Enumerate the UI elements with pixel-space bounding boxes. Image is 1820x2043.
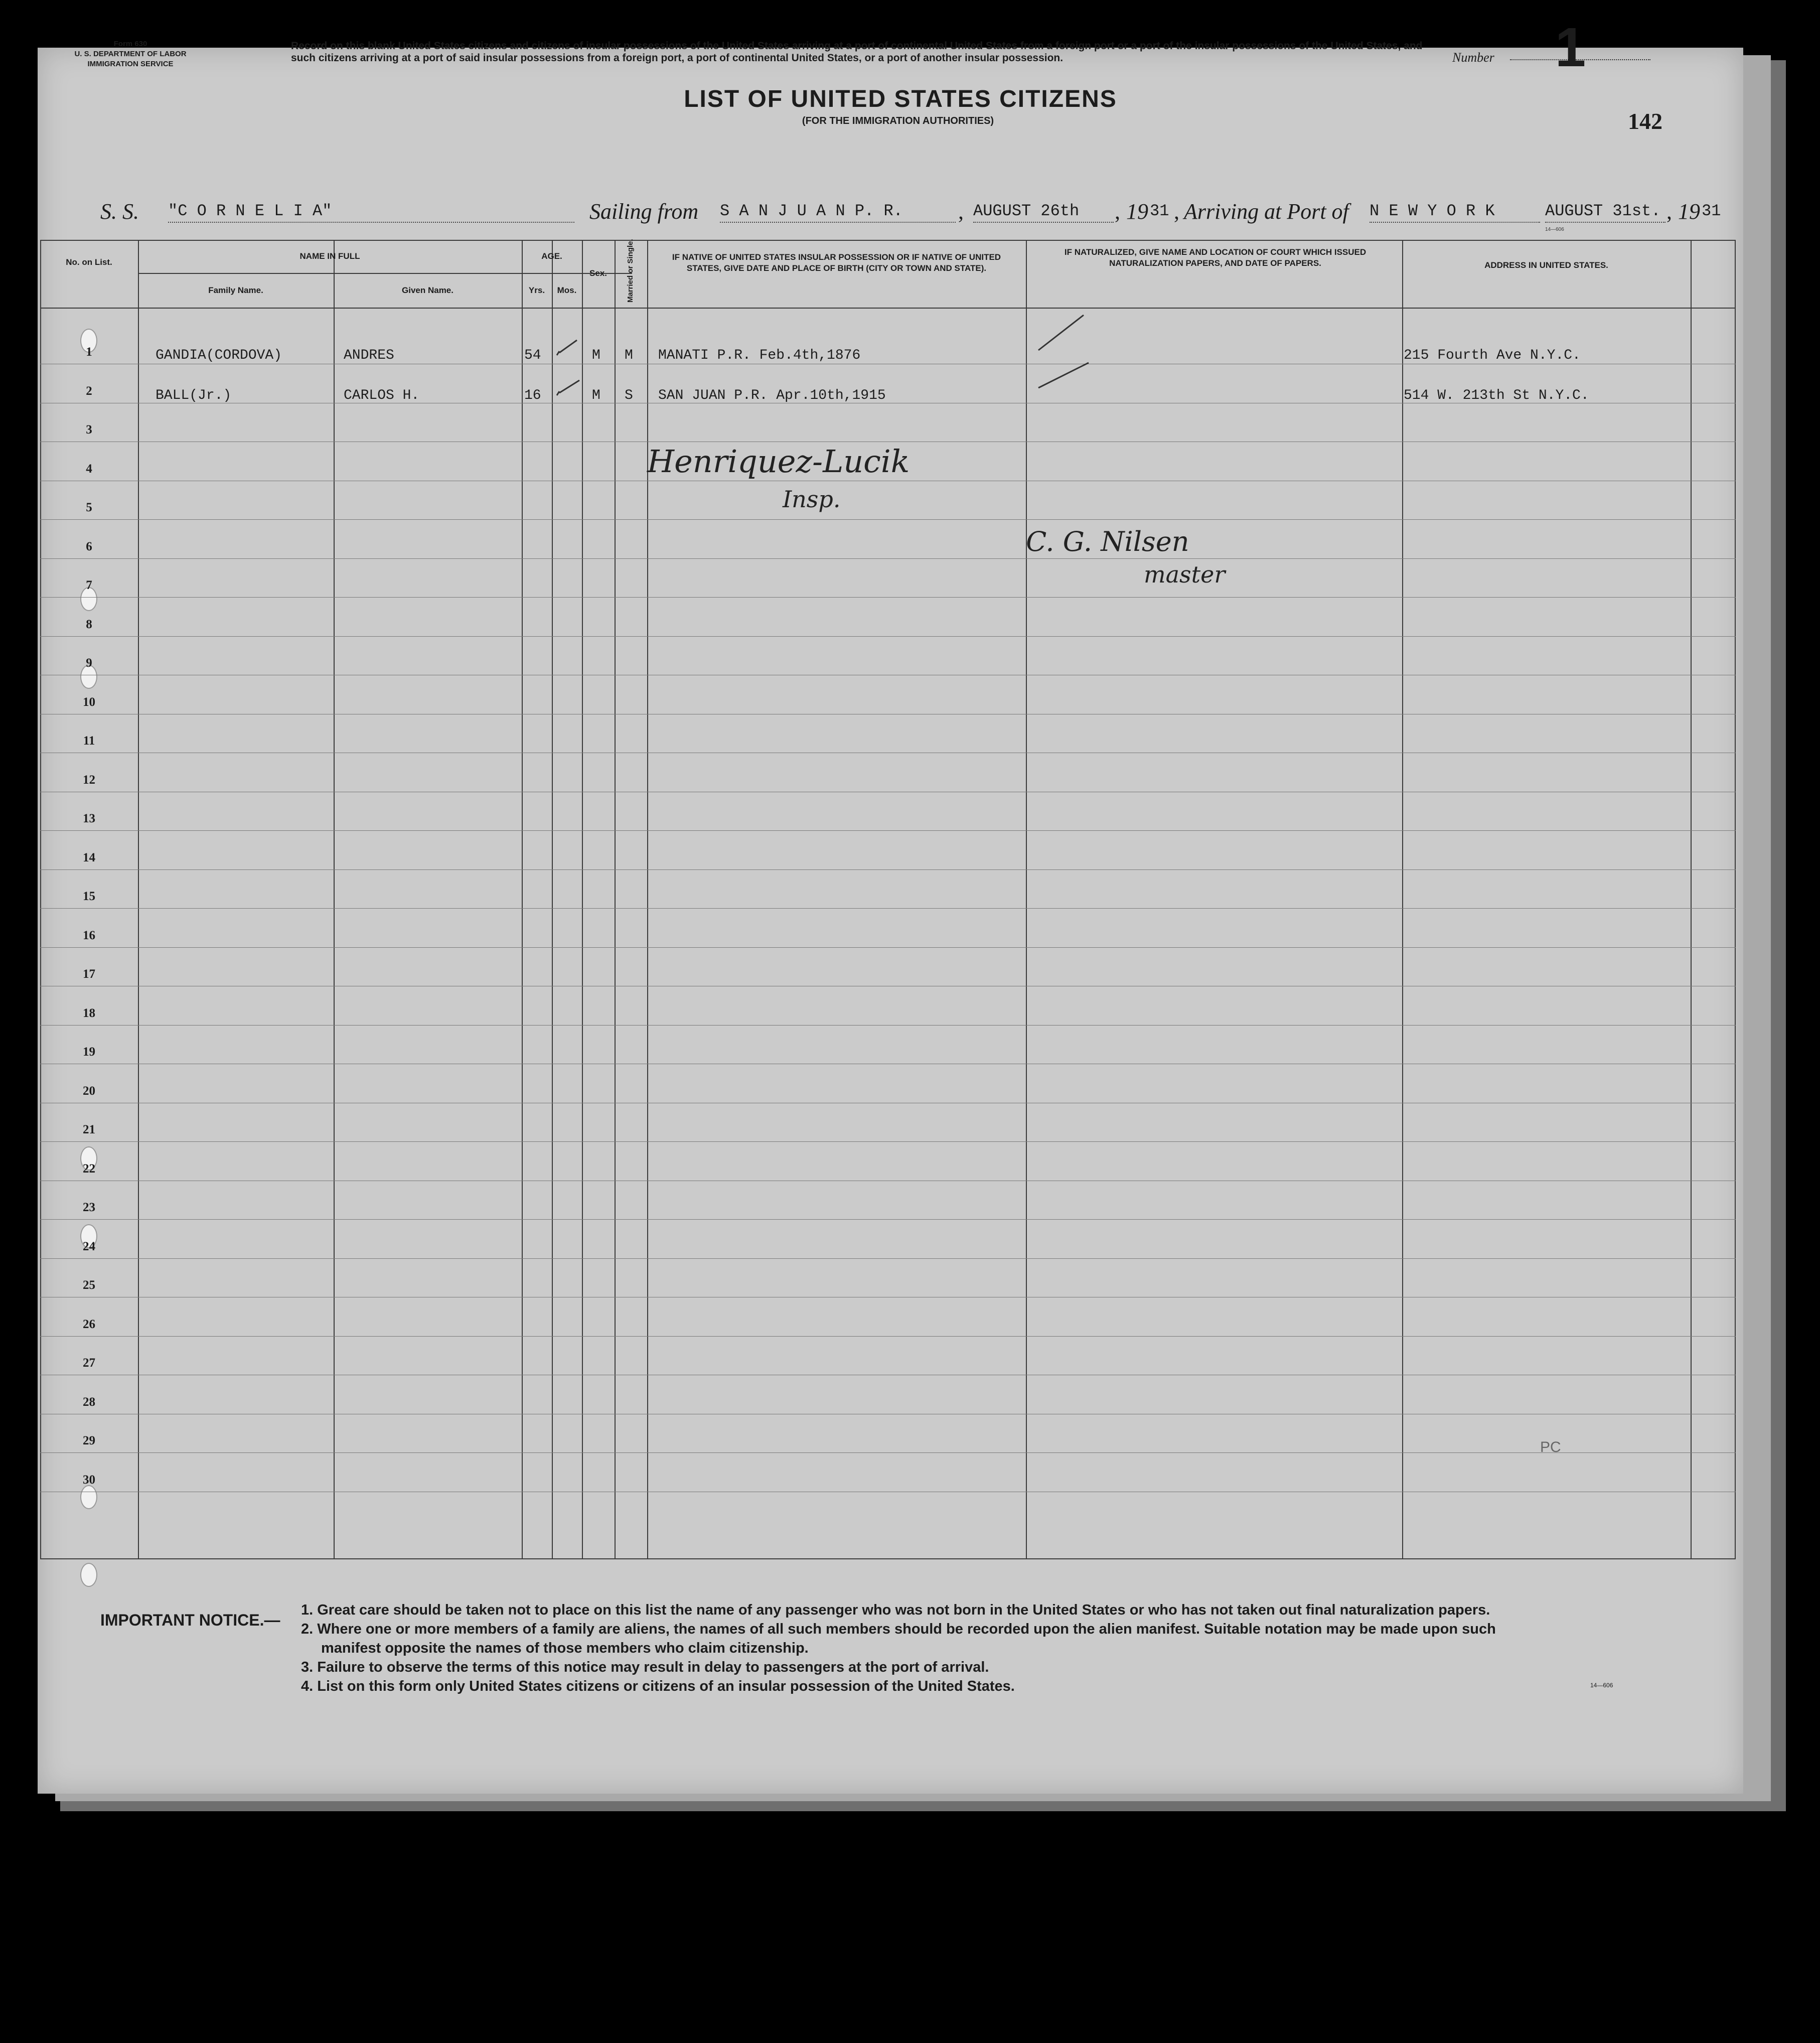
header-marital-status: Married or Single. [626,239,635,303]
header-address: ADDRESS IN UNITED STATES. [1484,260,1608,270]
handwritten-marks [40,240,1736,1559]
number-label: Number [1452,50,1494,65]
row-number: 3 [86,423,92,436]
sailing-year: 31 [1150,202,1169,220]
header-name-in-full: NAME IN FULL [299,251,360,261]
intro-instructions: Record on this blank United States citizens and citizens of insular possessions of the United States arriving at a port of continental United States from a foreign port or a port of the insular possessions of the United States, and such citizens arriving at a port of said insular possessions from a foreign port, a port of continental United States, or a port of another insular possession. [291,40,1423,64]
sailing-date: AUGUST 26th [973,202,1114,223]
row-number: 12 [83,773,95,787]
notice-item: 2. Where one or more members of a family are aliens, the names of all such members should be recorded upon the alien manifest. Suitable notation may be made upon such [301,1621,1496,1637]
row-number: 17 [83,967,95,981]
ship-name: "C O R N E L I A" [168,202,574,223]
notice-form-code: 14—606 [1590,1682,1613,1689]
row-number: 26 [83,1317,95,1331]
comma: , [958,199,964,224]
page-title: LIST OF UNITED STATES CITIZENS [684,86,1117,112]
row-number: 22 [83,1161,95,1176]
row-number: 29 [83,1434,95,1447]
row-number: 23 [83,1201,95,1214]
inspector-signature: Henriquez-Lucik [647,443,910,480]
family-name: BALL(Jr.) [156,388,232,403]
row-number: 14 [83,850,95,864]
passenger-table [40,240,1736,1559]
given-name: CARLOS H. [344,388,420,403]
us-address: 514 W. 213th St N.Y.C. [1404,388,1589,403]
list-number: 1 [1555,17,1586,78]
header-no: No. on List. [66,257,112,267]
notice-item: manifest opposite the names of those members who claim citizenship. [321,1640,809,1656]
sex: M [592,388,600,403]
inspector-title: Insp. [783,486,841,513]
row-number: 10 [83,695,95,709]
row-number: 27 [83,1356,95,1370]
service-name: IMMIGRATION SERVICE [87,60,174,68]
sailing-from-label: Sailing from [589,199,699,224]
row-number: 24 [83,1239,95,1253]
row-number: 2 [86,384,92,398]
notice-item: 4. List on this form only United States citizens or citizens of an insular possession of the United States. [301,1678,1015,1694]
ss-label: S. S. [100,199,139,224]
row-number: 20 [83,1084,95,1098]
row-number: 6 [86,539,92,553]
row-number: 21 [83,1123,95,1136]
sailing-port: S A N J U A N P. R. [720,202,956,223]
page-number: 142 [1628,108,1662,134]
arriving-label: Arriving at Port of [1184,199,1349,224]
arrival-port: N E W Y O R K [1370,202,1540,223]
birth-place-date: MANATI P.R. Feb.4th,1876 [658,348,861,363]
page-subtitle: (FOR THE IMMIGRATION AUTHORITIES) [802,115,994,126]
row-number: 7 [86,578,92,592]
row-number: 4 [86,462,92,476]
comma: , [1115,199,1120,224]
comma: , [1666,199,1672,224]
row-number: 1 [86,345,92,359]
age-years: 54 [524,348,541,363]
row-number: 25 [83,1278,95,1292]
us-address: 215 Fourth Ave N.Y.C. [1404,348,1581,363]
master-signature: C. G. Nilsen [1026,526,1189,557]
comma: , [1174,199,1179,224]
age-years: 16 [524,388,541,403]
master-title: master [1144,561,1226,588]
header-sex: Sex. [589,268,607,278]
header-given-name: Given Name. [402,285,453,295]
given-name: ANDRES [344,348,394,363]
notice-item: 3. Failure to observe the terms of this notice may result in delay to passengers at the port of arrival. [301,1659,989,1675]
family-name: GANDIA(CORDOVA) [156,348,282,363]
row-number: 30 [83,1473,95,1487]
marital-status: M [625,348,633,363]
binder-hole [80,1563,97,1587]
row-number: 16 [83,928,95,942]
arrival-date: AUGUST 31st. [1545,202,1665,223]
row-number: 18 [83,1006,95,1020]
year-prefix: 19 [1126,199,1148,224]
row-number: 19 [83,1045,95,1059]
row-number: 5 [86,501,92,514]
header-birth-place: IF NATIVE OF UNITED STATES INSULAR POSSESSION OR IF NATIVE OF UNITED STATES, GIVE DATE AND PLACE OF BIRTH (CITY OR TOWN AND STATE). [672,252,1001,273]
row-number: 15 [83,890,95,903]
notice-heading: IMPORTANT NOTICE.— [100,1611,280,1629]
header-years: Yrs. [528,285,545,295]
notice-item: 1. Great care should be taken not to place on this list the name of any passenger who was not born in the United States or who has not taken out final naturalization papers. [301,1602,1490,1618]
row-number: 8 [86,617,92,631]
voyage-line [100,199,1721,229]
header-family-name: Family Name. [208,285,263,295]
header-naturalization: IF NATURALIZED, GIVE NAME AND LOCATION OF COURT WHICH ISSUED NATURALIZATION PAPERS, AND DATE OF PAPERS. [1064,247,1367,268]
sex: M [592,348,600,363]
department-name: U. S. DEPARTMENT OF LABOR [74,50,187,58]
year-prefix: 19 [1678,199,1700,224]
row-number: 9 [86,656,92,670]
row-number: 13 [83,812,95,825]
form-identifier [65,39,196,69]
header-age: AGE. [541,251,562,261]
arrival-year: 31 [1702,202,1721,220]
marital-status: S [625,388,633,403]
form-number: Form 630 [113,40,147,48]
printer-code: 14—606 [1545,227,1564,232]
birth-place-date: SAN JUAN P.R. Apr.10th,1915 [658,388,886,403]
pencil-mark: PC [1540,1439,1561,1455]
header-months: Mos. [557,285,577,295]
row-number: 11 [83,734,95,748]
row-number: 28 [83,1395,95,1409]
